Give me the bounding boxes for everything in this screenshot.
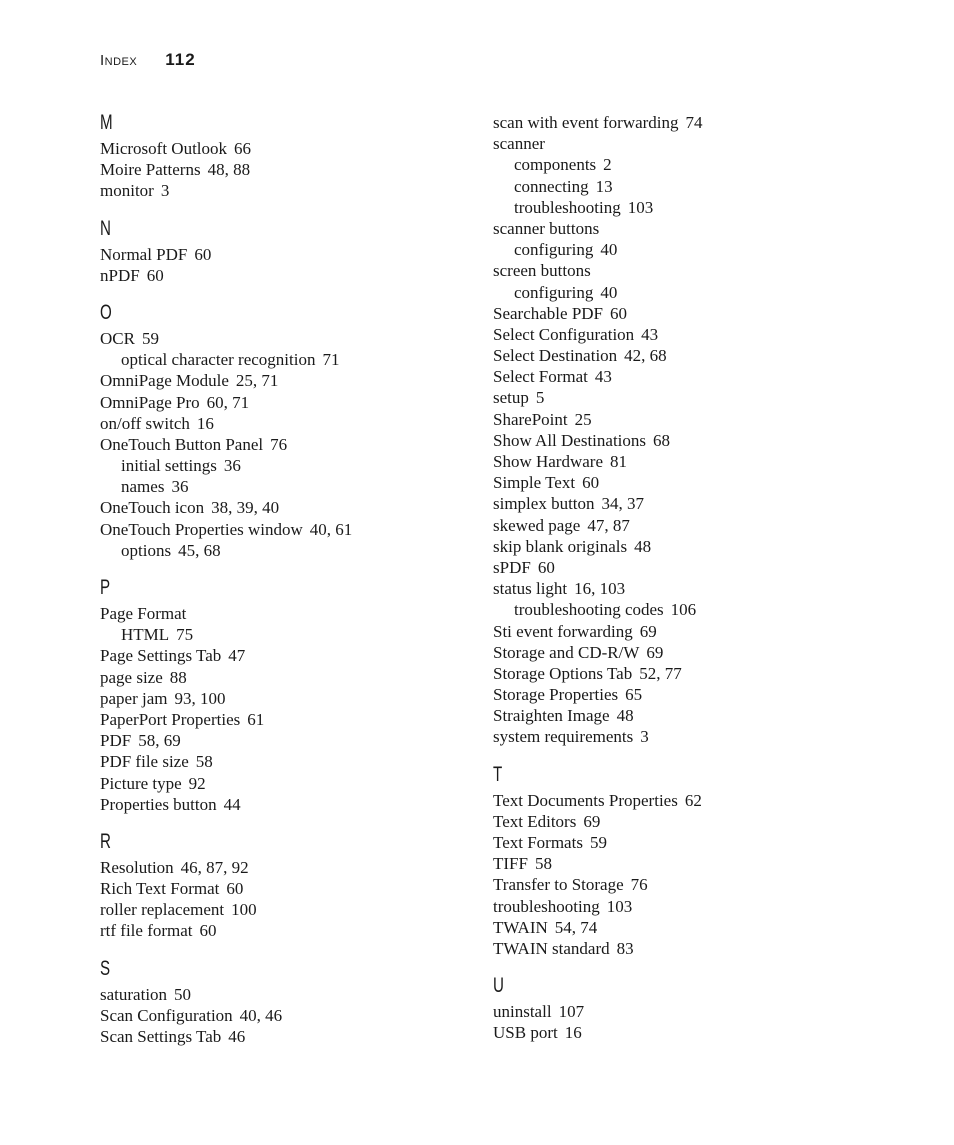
entry-pages: 103 [606, 896, 633, 916]
entry-pages: 61 [247, 709, 265, 729]
running-header [100, 50, 196, 72]
header-label: Index [100, 52, 138, 69]
entry-term: monitor [100, 181, 154, 201]
entry-term: simplex button [493, 494, 595, 514]
index-entry [493, 366, 893, 387]
entry-pages: 81 [610, 452, 627, 471]
entry-term: connecting [514, 176, 589, 196]
index-entry [493, 917, 893, 938]
index-entry [493, 303, 893, 324]
index-entry [493, 896, 893, 917]
index-entry [493, 345, 893, 366]
index-subentry [493, 197, 893, 218]
entry-pages: 92 [188, 773, 206, 793]
index-entry [100, 878, 500, 899]
index-entry [100, 751, 500, 772]
entry-term: OmniPage Pro [100, 392, 200, 412]
index-entry [100, 497, 500, 518]
entry-term: nPDF [100, 265, 140, 285]
entry-term: screen buttons [493, 261, 591, 281]
entry-term: Searchable PDF [493, 303, 604, 323]
entry-term: PDF file size [100, 752, 189, 772]
index-entry [100, 180, 500, 201]
index-entry [493, 938, 893, 959]
entry-pages: 5 [535, 388, 545, 408]
entry-pages: 52, 77 [639, 663, 682, 683]
entry-term: roller replacement [100, 900, 225, 920]
index-subentry [100, 349, 500, 370]
entry-pages: 75 [176, 625, 194, 645]
index-subentry [493, 239, 893, 260]
entry-term: Text Documents Properties [493, 790, 678, 810]
entry-term: sPDF [493, 557, 531, 577]
entry-pages: 40 [600, 282, 618, 302]
entry-term: PaperPort Properties [100, 709, 241, 729]
entry-pages: 83 [616, 938, 634, 958]
entry-term: Text Editors [493, 811, 577, 831]
section-letter: S [100, 956, 111, 980]
index-entry [493, 133, 893, 154]
entry-term: page size [100, 667, 163, 687]
index-entry [493, 684, 893, 705]
entry-term: configuring [514, 240, 594, 260]
entry-term: Rich Text Format [100, 879, 220, 899]
entry-term: system requirements [493, 727, 634, 747]
entry-term: Storage Options Tab [493, 663, 633, 683]
entry-term: Select Configuration [493, 324, 635, 344]
index-entry [100, 857, 500, 878]
index-entry [493, 387, 893, 408]
index-entry [100, 392, 500, 413]
entry-pages: 36 [223, 456, 241, 476]
entry-term: uninstall [493, 1002, 552, 1022]
entry-term: skewed page [493, 515, 581, 535]
index-entry [100, 709, 500, 730]
page-number: 112 [165, 50, 196, 69]
entry-term: PDF [100, 731, 132, 751]
entry-term: names [121, 477, 165, 497]
entry-term: status light [493, 579, 568, 599]
entry-term: Resolution [100, 857, 174, 877]
index-entry [493, 853, 893, 874]
entry-pages: 76 [270, 434, 288, 454]
entry-pages: 25 [574, 409, 592, 429]
index-entry [100, 1026, 500, 1047]
entry-pages: 88 [169, 667, 187, 687]
entry-term: OneTouch Button Panel [100, 434, 264, 454]
entry-term: Sti event forwarding [493, 621, 633, 641]
entry-pages: 13 [595, 176, 613, 196]
entry-term: Storage and CD-R/W [493, 642, 640, 662]
index-entry [100, 688, 500, 709]
index-entry [493, 409, 893, 430]
index-entry [493, 642, 893, 663]
index-subentry [493, 154, 893, 175]
entry-pages: 46 [228, 1027, 246, 1046]
entry-term: optical character recognition [121, 350, 316, 370]
entry-term: scanner [493, 134, 545, 154]
entry-pages: 76 [630, 875, 648, 895]
entry-pages: 47, 87 [587, 515, 630, 535]
index-entry [100, 138, 500, 159]
entry-term: paper jam [100, 688, 168, 708]
entry-pages: 60 [199, 921, 217, 941]
entry-term: Normal PDF [100, 244, 188, 264]
index-entry [100, 984, 500, 1005]
index-subentry [100, 540, 500, 561]
entry-pages: 46, 87, 92 [180, 857, 249, 877]
entry-term: components [514, 155, 597, 175]
index-entry [100, 159, 500, 180]
entry-term: HTML [121, 625, 170, 645]
section-letter: T [493, 762, 503, 786]
entry-term: OmniPage Module [100, 371, 229, 391]
entry-pages: 34, 37 [601, 494, 645, 514]
entry-pages: 40, 61 [309, 519, 353, 539]
index-subentry [493, 176, 893, 197]
entry-term: initial settings [121, 456, 217, 476]
entry-term: Storage Properties [493, 685, 619, 705]
index-entry [493, 726, 893, 747]
entry-pages: 60 [194, 244, 212, 264]
entry-pages: 100 [231, 900, 257, 920]
index-entry [493, 1001, 893, 1022]
entry-pages: 66 [234, 139, 252, 158]
index-subentry [100, 455, 500, 476]
entry-pages: 69 [646, 642, 664, 662]
entry-pages: 62 [684, 790, 702, 810]
index-entry [100, 730, 500, 751]
entry-term: Simple Text [493, 473, 576, 493]
section-letter: N [100, 216, 111, 240]
entry-term: troubleshooting [514, 197, 621, 217]
entry-pages: 47 [228, 646, 246, 666]
entry-term: USB port [493, 1023, 558, 1043]
index-entry [493, 324, 893, 345]
entry-term: Scan Settings Tab [100, 1027, 222, 1046]
entry-term: Show Hardware [493, 452, 603, 471]
index-entry [493, 790, 893, 811]
entry-pages: 58, 69 [138, 731, 181, 751]
index-entry [100, 413, 500, 434]
entry-pages: 42, 68 [624, 346, 667, 366]
index-entry [493, 621, 893, 642]
entry-term: SharePoint [493, 409, 568, 429]
index-entry [100, 794, 500, 815]
entry-pages: 60 [610, 303, 628, 323]
index-subentry [100, 624, 500, 645]
section-letter: M [100, 111, 113, 134]
section-letter: O [100, 300, 112, 324]
entry-pages: 58 [534, 854, 552, 874]
entry-term: troubleshooting codes [514, 600, 664, 620]
entry-pages: 60 [537, 557, 555, 577]
entry-term: Scan Configuration [100, 1005, 233, 1025]
entry-term: Show All Destinations [493, 430, 647, 450]
entry-pages: 59 [589, 833, 607, 852]
entry-pages: 36 [171, 477, 189, 497]
index-entry [100, 519, 500, 540]
entry-pages: 74 [685, 113, 703, 132]
entry-pages: 16 [564, 1023, 582, 1043]
entry-term: Moire Patterns [100, 160, 201, 180]
section-letter: U [493, 974, 504, 998]
entry-pages: 43 [641, 324, 659, 344]
entry-pages: 93, 100 [174, 688, 226, 708]
entry-term: saturation [100, 984, 168, 1004]
entry-pages: 68 [653, 430, 671, 450]
index-entry [493, 451, 893, 472]
entry-term: Page Settings Tab [100, 646, 222, 666]
index-entry [493, 663, 893, 684]
entry-term: TWAIN [493, 917, 548, 937]
index-entry [100, 603, 500, 624]
index-entry [493, 430, 893, 451]
entry-term: OCR [100, 328, 135, 348]
entry-pages: 48 [616, 706, 634, 726]
index-entry [100, 920, 500, 941]
index-column-right [493, 112, 893, 1044]
entry-term: Straighten Image [493, 706, 610, 726]
index-entry [100, 370, 500, 391]
index-entry [100, 244, 500, 265]
entry-term: on/off switch [100, 413, 190, 433]
entry-pages: 103 [627, 197, 654, 217]
index-subentry [493, 599, 893, 620]
index-entry [493, 218, 893, 239]
entry-pages: 107 [558, 1002, 585, 1022]
entry-pages: 50 [174, 984, 192, 1004]
index-entry [100, 265, 500, 286]
index-entry [100, 645, 500, 666]
entry-term: Page Format [100, 604, 187, 623]
index-subentry [100, 476, 500, 497]
section-letter: R [100, 829, 111, 853]
entry-pages: 48, 88 [207, 160, 251, 180]
index-entry [493, 515, 893, 536]
entry-term: OneTouch Properties window [100, 519, 303, 539]
index-entry [493, 1022, 893, 1043]
index-entry [493, 493, 893, 514]
entry-term: Picture type [100, 773, 182, 793]
entry-pages: 2 [603, 155, 612, 175]
entry-pages: 45, 68 [178, 540, 221, 560]
entry-term: TIFF [493, 854, 528, 874]
entry-pages: 40, 46 [239, 1005, 283, 1025]
entry-pages: 38, 39, 40 [211, 498, 280, 518]
entry-term: skip blank originals [493, 536, 628, 556]
entry-term: setup [493, 388, 529, 408]
entry-pages: 16 [196, 413, 214, 433]
index-entry [100, 328, 500, 349]
index-entry [493, 557, 893, 578]
entry-pages: 106 [670, 600, 697, 620]
index-entry [100, 899, 500, 920]
entry-pages: 54, 74 [554, 917, 598, 937]
entry-pages: 25, 71 [235, 371, 279, 391]
entry-pages: 40 [600, 240, 618, 260]
entry-pages: 60 [146, 265, 164, 285]
entry-term: Text Formats [493, 833, 583, 852]
entry-term: Select Format [493, 367, 588, 387]
index-entry [100, 1005, 500, 1026]
index-subentry [493, 282, 893, 303]
entry-pages: 71 [322, 350, 340, 370]
entry-pages: 59 [141, 328, 159, 348]
index-entry [493, 811, 893, 832]
index-entry [493, 578, 893, 599]
index-entry [493, 536, 893, 557]
entry-pages: 3 [160, 181, 170, 201]
entry-pages: 69 [583, 811, 601, 831]
entry-term: rtf file format [100, 921, 193, 941]
index-entry [493, 832, 893, 853]
index-entry [100, 773, 500, 794]
index-entry [493, 874, 893, 895]
entry-pages: 69 [639, 621, 657, 641]
entry-pages: 65 [625, 685, 643, 705]
section-letter: P [100, 576, 111, 599]
entry-term: options [121, 540, 172, 560]
entry-pages: 58 [195, 752, 213, 772]
entry-pages: 3 [640, 727, 649, 747]
entry-term: configuring [514, 282, 594, 302]
entry-term: troubleshooting [493, 896, 600, 916]
entry-pages: 16, 103 [574, 579, 626, 599]
entry-pages: 43 [594, 367, 612, 387]
index-entry [493, 705, 893, 726]
index-entry [493, 112, 893, 133]
entry-term: scan with event forwarding [493, 113, 679, 132]
index-entry [493, 260, 893, 281]
entry-term: Select Destination [493, 346, 618, 366]
entry-term: TWAIN standard [493, 938, 610, 958]
entry-pages: 60, 71 [206, 392, 250, 412]
entry-pages: 44 [223, 794, 241, 814]
index-entry [493, 472, 893, 493]
index-entry [100, 434, 500, 455]
index-column-left [100, 112, 500, 1047]
entry-pages: 60 [226, 879, 244, 899]
entry-term: Microsoft Outlook [100, 139, 228, 158]
entry-term: OneTouch icon [100, 498, 205, 518]
index-entry [100, 667, 500, 688]
entry-term: Properties button [100, 794, 217, 814]
entry-term: scanner buttons [493, 218, 600, 238]
entry-pages: 48 [634, 536, 652, 556]
entry-term: Transfer to Storage [493, 875, 624, 895]
entry-pages: 60 [582, 473, 600, 493]
